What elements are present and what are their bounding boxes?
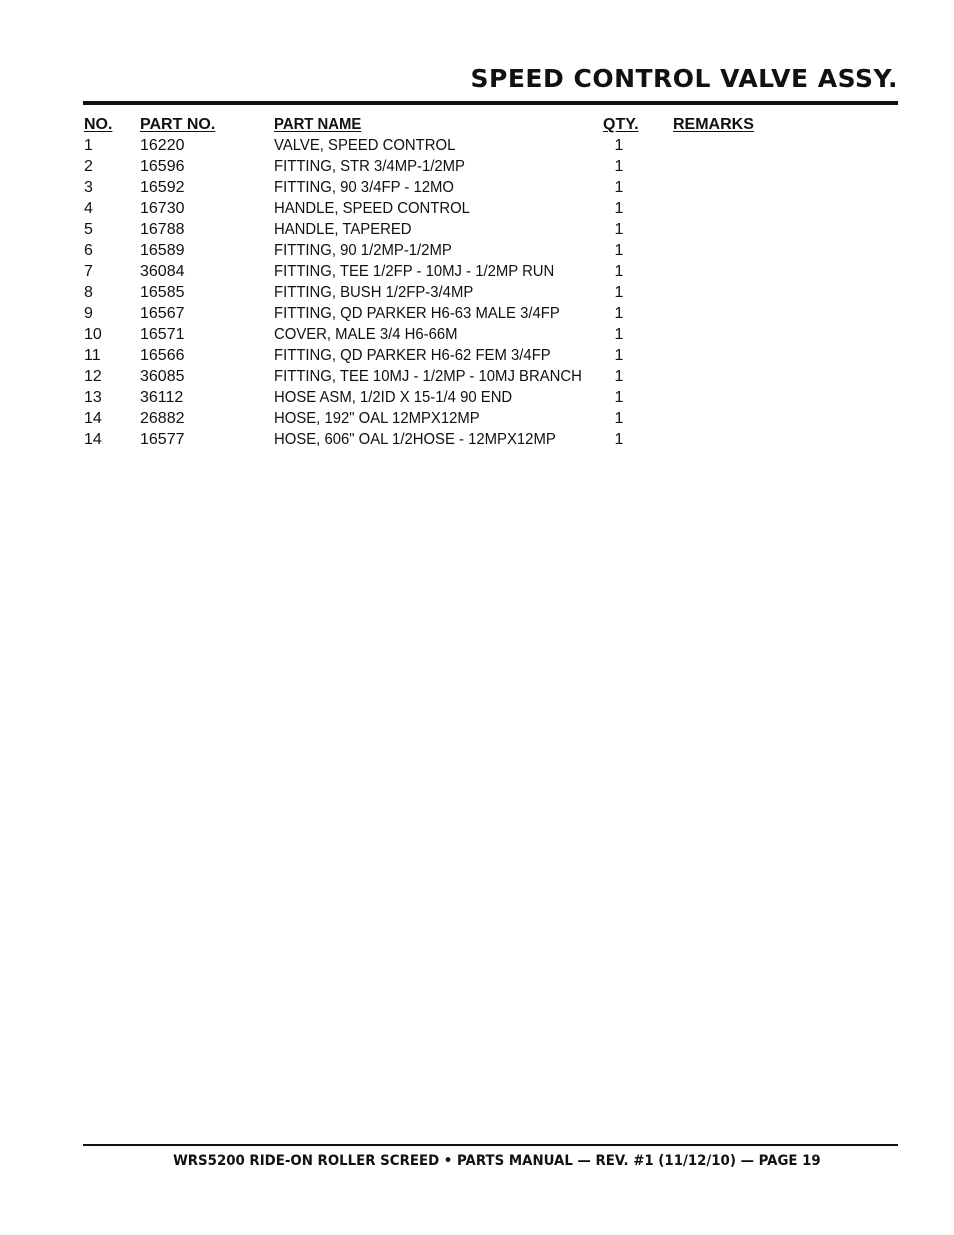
cell-part-name: COVER, MALE 3/4 H6-66M (274, 326, 458, 343)
table-row (84, 387, 884, 408)
cell-part-name: HOSE, 192" OAL 12MPX12MP (274, 410, 480, 427)
header-part-name: PART NAME (274, 116, 362, 133)
cell-part-no: 16567 (140, 305, 185, 322)
cell-part-name: FITTING, BUSH 1/2FP-3/4MP (274, 284, 474, 301)
cell-part-name: HOSE ASM, 1/2ID X 15-1/4 90 END (274, 389, 513, 406)
cell-part-name: FITTING, TEE 10MJ - 1/2MP - 10MJ BRANCH (274, 368, 582, 385)
cell-qty: 1 (614, 389, 624, 406)
table-row (84, 366, 884, 387)
cell-part-name: FITTING, STR 3/4MP-1/2MP (274, 158, 465, 175)
cell-part-name: HANDLE, TAPERED (274, 221, 412, 238)
cell-qty: 1 (614, 179, 624, 196)
cell-qty: 1 (614, 221, 624, 238)
cell-no: 13 (84, 389, 102, 406)
cell-part-name: HANDLE, SPEED CONTROL (274, 200, 470, 217)
cell-part-no: 36085 (140, 368, 185, 385)
cell-no: 4 (84, 200, 93, 217)
cell-no: 11 (84, 347, 101, 364)
page-title: SPEED CONTROL VALVE ASSY. (470, 64, 898, 93)
cell-qty: 1 (614, 137, 624, 154)
table-row (84, 198, 884, 219)
cell-no: 9 (84, 305, 93, 322)
table-row (84, 240, 884, 261)
cell-part-no: 16592 (140, 179, 185, 196)
cell-no: 14 (84, 410, 102, 427)
cell-part-no: 16566 (140, 347, 185, 364)
cell-no: 2 (84, 158, 93, 175)
header-no: NO. (84, 116, 113, 133)
table-body (84, 135, 884, 450)
cell-part-name: HOSE, 606" OAL 1/2HOSE - 12MPX12MP (274, 431, 556, 448)
cell-no: 14 (84, 431, 102, 448)
cell-no: 12 (84, 368, 102, 385)
cell-qty: 1 (614, 200, 624, 217)
cell-no: 10 (84, 326, 102, 343)
table-row (84, 429, 884, 450)
table-header-row (84, 114, 884, 135)
header-part-no: PART NO. (140, 116, 216, 133)
cell-qty: 1 (614, 242, 624, 259)
title-divider (83, 101, 898, 105)
table-row (84, 324, 884, 345)
table-row (84, 345, 884, 366)
cell-no: 6 (84, 242, 93, 259)
cell-qty: 1 (614, 158, 624, 175)
cell-qty: 1 (614, 368, 624, 385)
cell-part-name: FITTING, QD PARKER H6-63 MALE 3/4FP (274, 305, 560, 322)
table-row (84, 282, 884, 303)
cell-part-no: 26882 (140, 410, 185, 427)
footer-divider (83, 1144, 898, 1146)
cell-part-no: 16220 (140, 137, 185, 154)
cell-no: 1 (84, 137, 93, 154)
cell-qty: 1 (614, 326, 624, 343)
cell-part-name: FITTING, 90 1/2MP-1/2MP (274, 242, 452, 259)
table-row (84, 177, 884, 198)
cell-qty: 1 (614, 410, 624, 427)
table-row (84, 303, 884, 324)
cell-part-name: FITTING, 90 3/4FP - 12MO (274, 179, 454, 196)
table-row (84, 408, 884, 429)
cell-no: 5 (84, 221, 93, 238)
table-row (84, 135, 884, 156)
cell-qty: 1 (614, 263, 624, 280)
cell-part-name: FITTING, QD PARKER H6-62 FEM 3/4FP (274, 347, 551, 364)
page-footer: WRS5200 RIDE-ON ROLLER SCREED • PARTS MANUAL — REV. #1 (11/12/10) — PAGE 19 (173, 1153, 821, 1169)
cell-qty: 1 (614, 347, 624, 364)
cell-part-name: VALVE, SPEED CONTROL (274, 137, 456, 154)
table-row (84, 261, 884, 282)
cell-qty: 1 (614, 305, 624, 322)
table-row (84, 156, 884, 177)
cell-part-no: 16577 (140, 431, 185, 448)
cell-no: 8 (84, 284, 93, 301)
table-row (84, 219, 884, 240)
cell-qty: 1 (614, 284, 624, 301)
cell-no: 3 (84, 179, 93, 196)
cell-part-no: 16788 (140, 221, 185, 238)
cell-part-no: 16730 (140, 200, 185, 217)
header-qty: QTY. (603, 116, 639, 133)
cell-part-name: FITTING, TEE 1/2FP - 10MJ - 1/2MP RUN (274, 263, 555, 280)
parts-table (84, 114, 884, 450)
cell-part-no: 36112 (140, 389, 184, 406)
cell-part-no: 16585 (140, 284, 185, 301)
cell-no: 7 (84, 263, 93, 280)
cell-part-no: 16596 (140, 158, 185, 175)
cell-part-no: 16571 (140, 326, 185, 343)
cell-part-no: 36084 (140, 263, 185, 280)
cell-part-no: 16589 (140, 242, 185, 259)
cell-qty: 1 (614, 431, 624, 448)
header-remarks: REMARKS (673, 116, 754, 133)
